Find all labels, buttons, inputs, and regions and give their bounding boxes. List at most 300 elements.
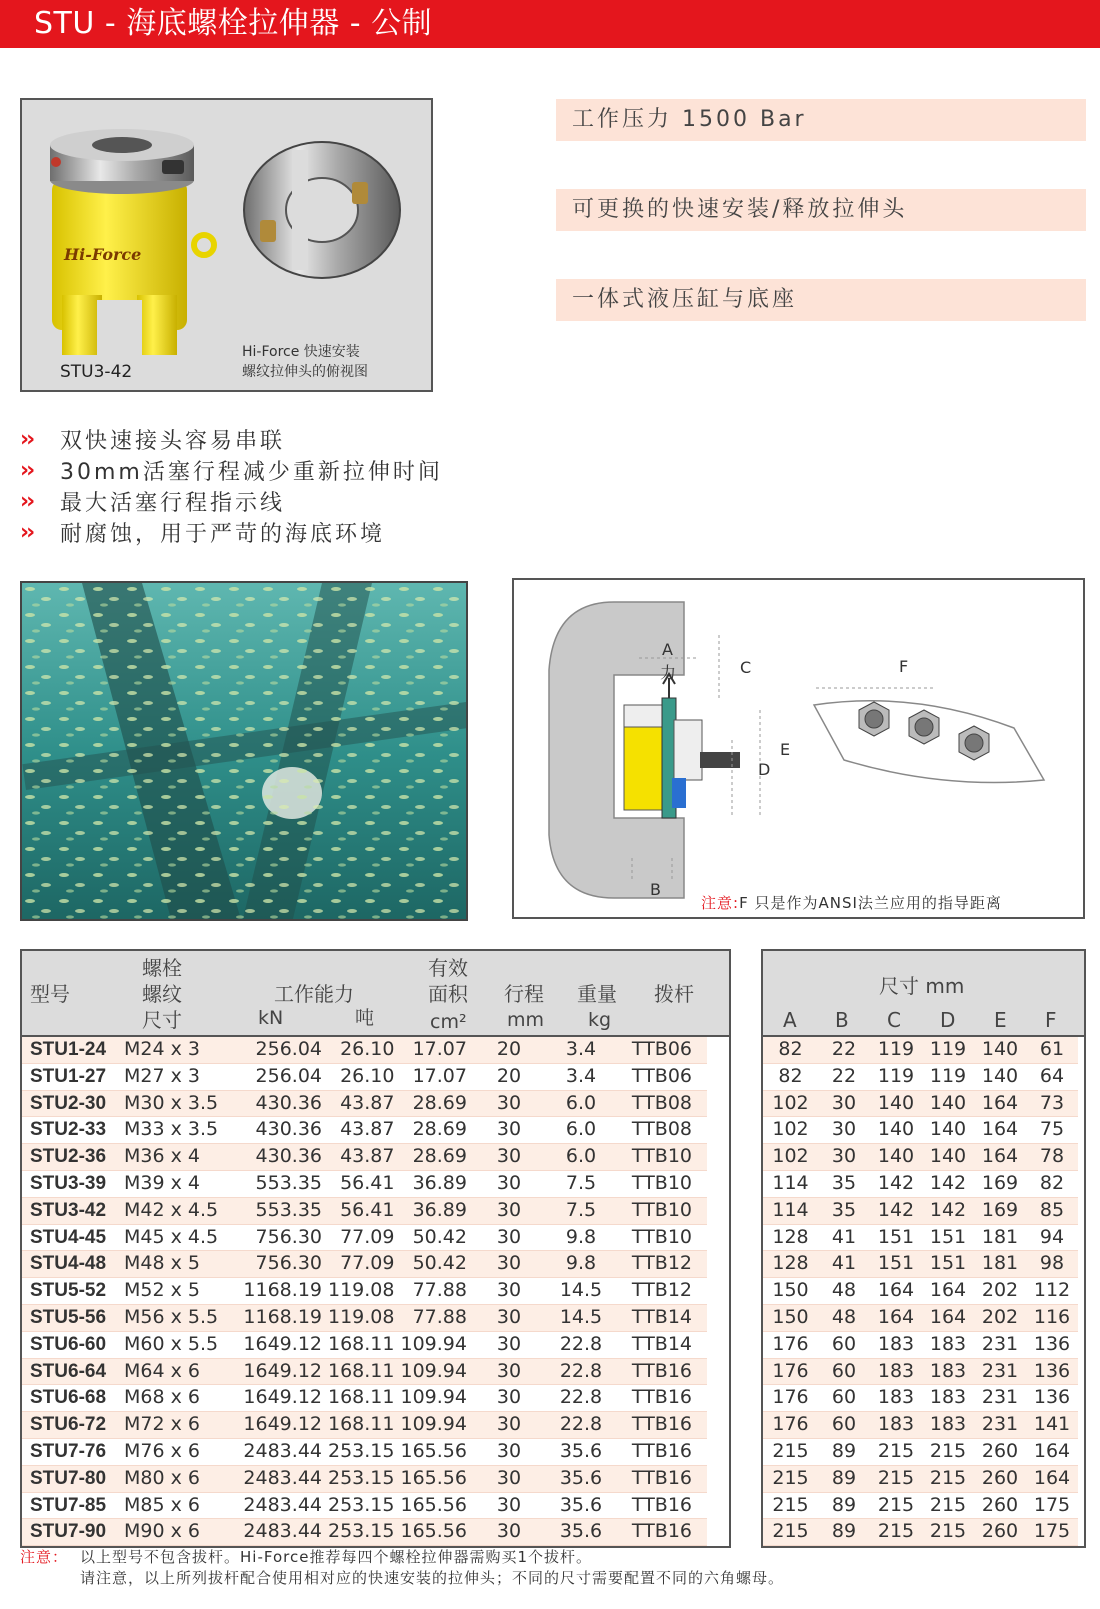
cell-pull-bar: TTB14 [631,1332,693,1355]
cell-dim-b: 22 [831,1064,857,1087]
diagram-note-text: F 只是作为ANSI法兰应用的指导距离 [739,894,1002,912]
cell-dim-b: 30 [831,1145,857,1168]
cell-dim-a: 82 [778,1038,803,1060]
table-row [22,1331,707,1358]
cell-area: 28.69 [412,1145,467,1168]
cell-dim-d: 215 [929,1493,967,1516]
cell-dim-d: 140 [929,1145,967,1168]
cell-stroke: 20 [496,1064,522,1087]
caption-line-1: Hi-Force 快速安装 [242,344,360,360]
cell-dim-a: 215 [772,1493,809,1516]
cell-dim-e: 181 [981,1225,1019,1248]
table-row [22,1251,707,1278]
cell-kn: 756.30 [255,1225,322,1248]
cell-dim-a: 176 [772,1359,809,1382]
cell-area: 165.56 [400,1493,467,1516]
cell-kn: 1649.12 [243,1332,322,1355]
cell-dim-e: 169 [981,1198,1019,1221]
cell-thread: M72 x 6 [124,1413,200,1436]
cell-area: 28.69 [412,1118,467,1141]
cell-dim-c: 140 [877,1145,915,1168]
cell-dim-a: 82 [778,1064,803,1087]
cell-stroke: 30 [496,1466,522,1489]
cell-dim-c: 215 [877,1466,915,1489]
dimension-diagram [512,578,1085,919]
cell-kn: 2483.44 [243,1439,322,1462]
cell-thread: M85 x 6 [124,1493,200,1516]
cell-ton: 119.08 [328,1279,395,1302]
cell-dim-e: 231 [981,1359,1019,1382]
cell-pull-bar: TTB16 [631,1413,693,1436]
header-dim-d: D [940,1008,956,1032]
cell-dim-b: 35 [831,1171,857,1194]
cell-dim-a: 176 [772,1413,809,1436]
cell-ton: 253.15 [328,1520,395,1543]
cell-dim-e: 202 [981,1279,1019,1302]
cell-dim-c: 183 [877,1332,915,1355]
header-weight-unit: kg [588,1009,612,1031]
cell-pull-bar: TTB06 [631,1038,693,1060]
cell-dim-c: 140 [877,1091,915,1114]
cell-stroke: 30 [496,1386,522,1409]
cell-dim-a: 128 [772,1225,809,1248]
cell-stroke: 30 [496,1145,522,1168]
table-row [763,1412,1078,1439]
cell-stroke: 30 [496,1439,522,1462]
cell-weight: 14.5 [559,1305,603,1328]
table-row [763,1117,1078,1144]
cell-ton: 253.15 [328,1439,395,1462]
cell-dim-c: 119 [877,1064,915,1087]
cell-stroke: 30 [496,1413,522,1436]
cell-dim-b: 41 [831,1225,857,1248]
cell-dim-b: 89 [831,1466,857,1489]
cell-dim-b: 60 [831,1413,857,1436]
table-row [22,1090,707,1117]
cell-thread: M45 x 4.5 [124,1225,219,1248]
cell-area: 36.89 [412,1198,467,1221]
cell-dim-f: 75 [1039,1118,1065,1141]
cell-ton: 26.10 [340,1064,395,1087]
cell-kn: 2483.44 [243,1466,322,1489]
diagram-note [701,892,1002,913]
cell-dim-f: 116 [1033,1305,1071,1328]
cell-model: STU7-90 [30,1521,107,1543]
cell-dim-b: 22 [831,1038,857,1060]
cell-stroke: 30 [496,1198,522,1221]
cell-area: 165.56 [400,1466,467,1489]
caption-line-2: 螺纹拉伸头的俯视图 [242,364,368,380]
bullet-item: ›› 最大活塞行程指示线 [20,489,286,516]
cell-dim-f: 94 [1039,1225,1065,1248]
cell-dim-e: 202 [981,1305,1019,1328]
table-row [763,1519,1078,1546]
cell-dim-b: 48 [831,1305,857,1328]
cell-dim-f: 64 [1039,1064,1065,1087]
cell-dim-e: 140 [981,1064,1019,1087]
cell-stroke: 30 [496,1359,522,1382]
cell-dim-a: 128 [772,1252,809,1275]
cell-ton: 77.09 [340,1252,395,1275]
dimension-table-body [763,1037,1078,1546]
cell-dim-f: 78 [1039,1145,1065,1168]
cell-dim-f: 175 [1033,1493,1071,1516]
cell-weight: 22.8 [559,1359,603,1382]
cell-area: 165.56 [400,1520,467,1543]
cell-dim-c: 183 [877,1386,915,1409]
cell-dim-d: 119 [929,1038,967,1060]
header-dim-c: C [887,1008,901,1032]
table-row [763,1304,1078,1331]
cell-thread: M60 x 5.5 [124,1332,219,1355]
cell-kn: 1649.12 [243,1359,322,1382]
cell-model: STU4-45 [30,1226,107,1248]
cell-dim-d: 215 [929,1439,967,1462]
cell-pull-bar: TTB10 [631,1145,693,1168]
cell-weight: 9.8 [565,1225,597,1248]
header-weight: 重量 [577,982,617,1006]
model-label: STU3-42 [60,362,133,382]
cell-weight: 6.0 [565,1118,597,1141]
cell-ton: 168.11 [328,1359,395,1382]
cell-area: 50.42 [412,1252,467,1275]
cell-dim-c: 142 [877,1198,915,1221]
cell-dim-b: 30 [831,1118,857,1141]
cell-dim-b: 60 [831,1386,857,1409]
cell-dim-e: 231 [981,1386,1019,1409]
cell-pull-bar: TTB08 [631,1118,693,1141]
cell-dim-a: 102 [772,1118,809,1141]
cell-dim-e: 231 [981,1413,1019,1436]
cell-ton: 253.15 [328,1493,395,1516]
dimension-table [761,949,1086,1548]
cell-model: STU6-68 [30,1387,107,1409]
feature-integral-cylinder: 一体式液压缸与底座 [556,279,1086,321]
table-row [763,1063,1078,1090]
diagram-note-label: 注意: [701,894,740,912]
cell-weight: 9.8 [565,1252,597,1275]
cell-stroke: 30 [496,1332,522,1355]
cell-dim-e: 181 [981,1252,1019,1275]
cell-dim-e: 164 [981,1091,1019,1114]
cell-dim-c: 151 [877,1252,915,1275]
table-row [763,1331,1078,1358]
table-row [763,1251,1078,1278]
cell-ton: 43.87 [340,1145,395,1168]
cell-model: STU2-33 [30,1119,107,1141]
cell-dim-d: 142 [929,1171,967,1194]
cell-dim-d: 183 [929,1413,967,1436]
cell-pull-bar: TTB12 [631,1252,693,1275]
table-row [763,1197,1078,1224]
spec-table-header [22,951,729,1037]
table-row [763,1090,1078,1117]
header-kn: kN [258,1007,284,1029]
table-row [22,1385,707,1412]
header-dim-f: F [1045,1008,1057,1032]
cell-kn: 1649.12 [243,1386,322,1409]
cell-weight: 7.5 [565,1171,597,1194]
table-row [22,1197,707,1224]
table-row [763,1037,1078,1063]
cell-dim-e: 260 [981,1520,1019,1543]
cell-pull-bar: TTB14 [631,1305,693,1328]
cell-kn: 256.04 [255,1038,322,1060]
cell-pull-bar: TTB10 [631,1171,693,1194]
cell-dim-b: 89 [831,1493,857,1516]
cell-kn: 756.30 [255,1252,322,1275]
footer-notes [20,1547,784,1589]
cell-dim-b: 89 [831,1520,857,1543]
cell-ton: 26.10 [340,1038,395,1060]
table-row [22,1358,707,1385]
cell-dim-d: 164 [929,1279,967,1302]
cell-dim-f: 82 [1039,1171,1065,1194]
cell-thread: M36 x 4 [124,1145,200,1168]
cell-stroke: 30 [496,1493,522,1516]
cell-area: 109.94 [400,1386,467,1409]
cell-pull-bar: TTB08 [631,1091,693,1114]
feature-quick-release: 可更换的快速安装/释放拉伸头 [556,189,1086,231]
cell-model: STU7-76 [30,1440,107,1462]
cell-pull-bar: TTB12 [631,1279,693,1302]
cell-thread: M24 x 3 [124,1038,200,1060]
header-dim-a: A [783,1008,797,1032]
cell-dim-b: 30 [831,1091,857,1114]
table-row [763,1358,1078,1385]
tensioner-illustration [22,100,435,394]
cell-area: 109.94 [400,1332,467,1355]
cell-dim-d: 183 [929,1386,967,1409]
cell-pull-bar: TTB16 [631,1466,693,1489]
cell-dim-c: 215 [877,1493,915,1516]
cell-weight: 7.5 [565,1198,597,1221]
cell-dim-a: 215 [772,1466,809,1489]
cell-stroke: 30 [496,1091,522,1114]
cell-kn: 256.04 [255,1064,322,1087]
dim-label-e: E [780,740,791,759]
cell-dim-f: 164 [1033,1439,1071,1462]
chevron-double-right-icon: ›› [20,520,33,545]
chevron-double-right-icon: ›› [20,489,33,514]
force-label: 力 [660,663,677,682]
cell-dim-b: 35 [831,1198,857,1221]
cell-thread: M48 x 5 [124,1252,200,1275]
table-row [763,1224,1078,1251]
chevron-double-right-icon: ›› [20,427,33,452]
feature-bullets [20,424,443,548]
cell-thread: M90 x 6 [124,1520,200,1543]
cell-kn: 430.36 [255,1145,322,1168]
cell-stroke: 30 [496,1279,522,1302]
cell-dim-d: 215 [929,1466,967,1489]
cell-weight: 22.8 [559,1332,603,1355]
cell-dim-c: 164 [877,1279,915,1302]
cell-dim-d: 140 [929,1118,967,1141]
cell-weight: 35.6 [559,1439,603,1462]
cell-ton: 168.11 [328,1386,395,1409]
cell-pull-bar: TTB10 [631,1225,693,1248]
cell-thread: M56 x 5.5 [124,1305,219,1328]
cell-dim-c: 119 [877,1038,915,1060]
cell-kn: 2483.44 [243,1493,322,1516]
header-dimensions: 尺寸 mm [879,974,965,998]
cell-dim-f: 85 [1039,1198,1065,1221]
notes-line-1: 以上型号不包含拔杆。Hi-Force推荐每四个螺栓拉伸器需购买1个拔杆。 [80,1548,592,1566]
dim-label-c: C [740,658,752,677]
header-area-unit: cm² [430,1011,467,1033]
table-row [763,1278,1078,1305]
cell-dim-a: 176 [772,1386,809,1409]
spec-table [20,949,731,1548]
cell-dim-d: 164 [929,1305,967,1328]
cell-pull-bar: TTB16 [631,1520,693,1543]
cell-dim-c: 142 [877,1171,915,1194]
cell-dim-b: 89 [831,1439,857,1462]
cell-dim-d: 215 [929,1520,967,1543]
cell-dim-f: 136 [1033,1359,1071,1382]
cell-kn: 1649.12 [243,1413,322,1436]
cell-kn: 430.36 [255,1118,322,1141]
cell-stroke: 20 [496,1038,522,1060]
cell-thread: M76 x 6 [124,1439,200,1462]
cell-kn: 553.35 [255,1171,322,1194]
cell-model: STU3-42 [30,1199,107,1221]
cell-stroke: 30 [496,1252,522,1275]
cell-model: STU5-52 [30,1280,107,1302]
cell-thread: M80 x 6 [124,1466,200,1489]
cell-dim-e: 164 [981,1145,1019,1168]
header-dim-b: B [835,1008,849,1032]
dim-label-f: F [899,657,909,676]
cell-kn: 430.36 [255,1091,322,1114]
page-title: STU - 海底螺栓拉伸器 - 公制 [0,0,1100,48]
cell-ton: 56.41 [340,1198,395,1221]
cell-dim-f: 61 [1039,1038,1065,1060]
cell-dim-f: 141 [1033,1413,1071,1436]
cell-dim-c: 183 [877,1413,915,1436]
header-thread-3: 尺寸 [142,1008,182,1032]
cell-model: STU6-64 [30,1360,107,1382]
cell-pull-bar: TTB16 [631,1359,693,1382]
chevron-double-right-icon: ›› [20,458,33,483]
cell-thread: M33 x 3.5 [124,1118,219,1141]
table-row [22,1037,707,1063]
cell-pull-bar: TTB16 [631,1493,693,1516]
cell-thread: M30 x 3.5 [124,1091,219,1114]
photo-caption [242,342,368,382]
table-row [763,1385,1078,1412]
table-row [22,1144,707,1171]
cell-dim-a: 102 [772,1091,809,1114]
bullet-item: ›› 耐腐蚀，用于严苛的海底环境 [20,520,386,547]
cell-model: STU2-36 [30,1146,107,1168]
cell-dim-a: 150 [772,1305,809,1328]
feature-pressure: 工作压力 1500 Bar [556,99,1086,141]
cell-dim-d: 140 [929,1091,967,1114]
notes-label: 注意： [20,1548,69,1566]
cell-dim-f: 175 [1033,1520,1071,1543]
cell-dim-d: 183 [929,1332,967,1355]
header-thread-1: 螺栓 [142,956,182,980]
cell-area: 17.07 [412,1064,467,1087]
cell-ton: 56.41 [340,1171,395,1194]
header-dim-e: E [994,1008,1007,1032]
cell-weight: 14.5 [559,1279,603,1302]
cell-weight: 35.6 [559,1520,603,1543]
cell-dim-c: 140 [877,1118,915,1141]
table-row [22,1465,707,1492]
cell-dim-d: 151 [929,1225,967,1248]
cell-thread: M68 x 6 [124,1386,200,1409]
header-bar: 拨杆 [654,982,694,1006]
underwater-photo [20,581,468,921]
cell-area: 77.88 [412,1279,467,1302]
cell-area: 77.88 [412,1305,467,1328]
cell-dim-f: 73 [1039,1091,1065,1114]
cell-area: 165.56 [400,1439,467,1462]
cell-dim-f: 164 [1033,1466,1071,1489]
cell-dim-f: 98 [1039,1252,1065,1275]
dim-label-a: A [662,640,673,659]
cell-dim-a: 150 [772,1279,809,1302]
cell-dim-f: 136 [1033,1332,1071,1355]
cell-dim-a: 102 [772,1145,809,1168]
cell-model: STU7-80 [30,1467,107,1489]
cell-dim-d: 183 [929,1359,967,1382]
cell-weight: 22.8 [559,1386,603,1409]
cell-model: STU6-72 [30,1414,107,1436]
table-row [22,1170,707,1197]
cell-ton: 253.15 [328,1466,395,1489]
header-capacity: 工作能力 [274,982,354,1006]
cell-weight: 6.0 [565,1145,597,1168]
cell-pull-bar: TTB16 [631,1386,693,1409]
cell-stroke: 30 [496,1171,522,1194]
dimension-table-header [763,951,1084,1037]
table-row [22,1438,707,1465]
cell-area: 109.94 [400,1359,467,1382]
cell-kn: 553.35 [255,1198,322,1221]
cell-dim-c: 183 [877,1359,915,1382]
cell-kn: 2483.44 [243,1520,322,1543]
notes-line-2: 请注意，以上所列拔杆配合使用相对应的快速安装的拉伸头；不同的尺寸需要配置不同的六角螺母。 [80,1569,785,1587]
cell-pull-bar: TTB16 [631,1439,693,1462]
cell-dim-d: 151 [929,1252,967,1275]
cell-dim-b: 60 [831,1359,857,1382]
cell-dim-a: 176 [772,1332,809,1355]
cell-dim-c: 215 [877,1520,915,1543]
table-row [22,1304,707,1331]
cell-ton: 168.11 [328,1332,395,1355]
table-row [763,1465,1078,1492]
cell-model: STU6-60 [30,1333,107,1355]
header-ton: 吨 [355,1007,375,1029]
cell-area: 36.89 [412,1171,467,1194]
cell-model: STU1-27 [30,1065,107,1087]
table-row [763,1144,1078,1171]
table-row [22,1278,707,1305]
cell-model: STU3-39 [30,1172,107,1194]
cell-dim-c: 215 [877,1439,915,1462]
header-stroke: 行程 [504,982,544,1006]
cell-dim-a: 215 [772,1520,809,1543]
cell-stroke: 30 [496,1520,522,1543]
cell-dim-a: 114 [772,1198,809,1221]
cell-dim-e: 169 [981,1171,1019,1194]
cell-model: STU1-24 [30,1039,107,1060]
cell-dim-c: 164 [877,1305,915,1328]
